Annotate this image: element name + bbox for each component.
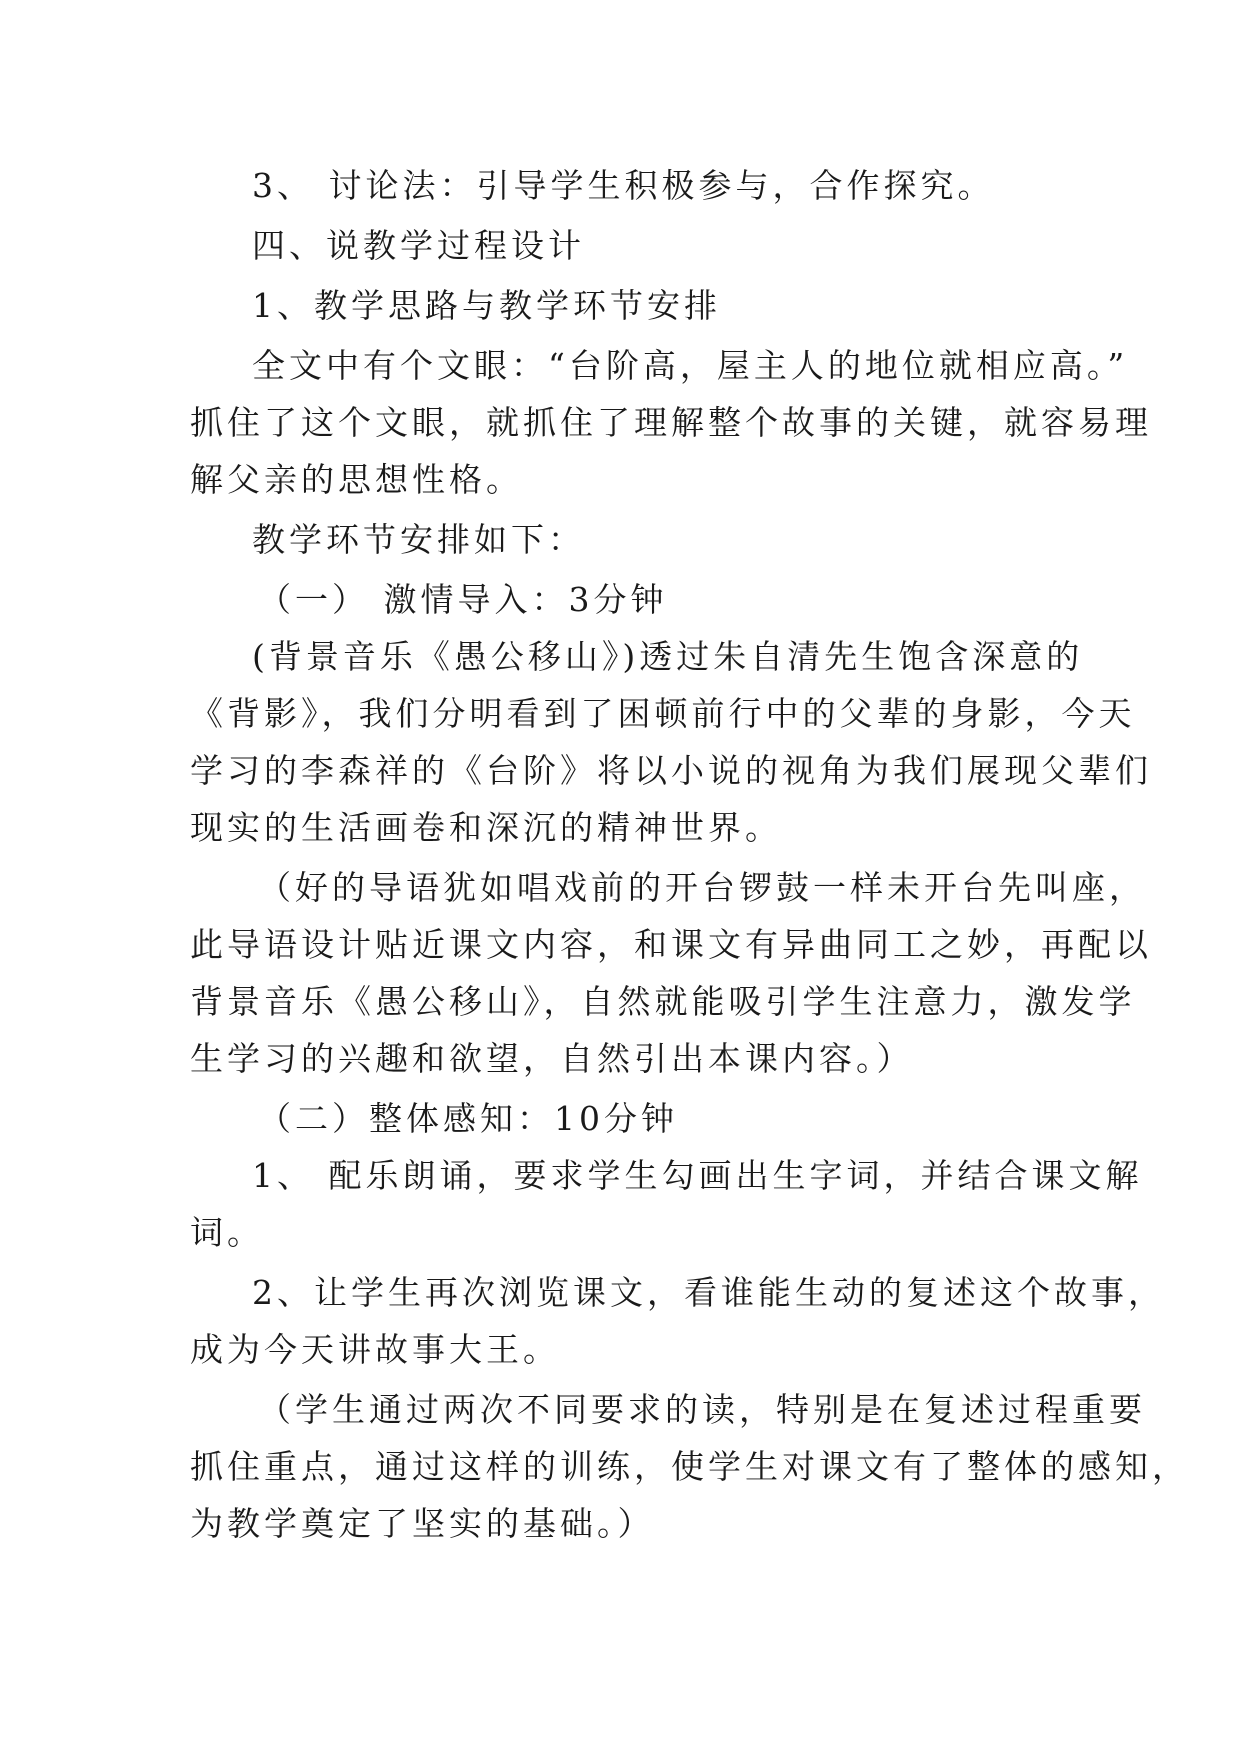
paragraph-line: 3、 讨论法：引导学生积极参与，合作探究。	[252, 166, 995, 205]
paragraph-line: 此导语设计贴近课文内容，和课文有异曲同工之妙，再配以	[190, 925, 1152, 964]
paragraph-line: 生学习的兴趣和欲望，自然引出本课内容。）	[190, 1039, 914, 1078]
paragraph-line: 全文中有个文眼：“台阶高，屋主人的地位就相应高。”	[252, 346, 1129, 385]
paragraph-line: 为教学奠定了坚实的基础。）	[190, 1504, 655, 1543]
paragraph-line: 成为今天讲故事大王。	[190, 1330, 560, 1369]
paragraph-line: 解父亲的思想性格。	[190, 460, 523, 499]
paragraph-line: 抓住了这个文眼，就抓住了理解整个故事的关键，就容易理	[190, 403, 1152, 442]
paragraph-line: 抓住重点，通过这样的训练，使学生对课文有了整体的感知，	[190, 1447, 1189, 1486]
paragraph-line: （好的导语犹如唱戏前的开台锣鼓一样未开台先叫座，	[258, 868, 1146, 907]
paragraph-line: 背景音乐《愚公移山》，自然就能吸引学生注意力，激发学	[190, 982, 1136, 1021]
section-heading: 四、说教学过程设计	[252, 226, 585, 265]
paragraph-line: 2、让学生再次浏览课文，看谁能生动的复述这个故事，	[252, 1273, 1165, 1312]
step-heading: （二）整体感知：10分钟	[258, 1099, 678, 1138]
subsection-heading: 1、教学思路与教学环节安排	[252, 286, 721, 325]
paragraph-line: 现实的生活画卷和深沉的精神世界。	[190, 808, 782, 847]
paragraph-line: (背景音乐《愚公移山》)透过朱自清先生饱含深意的	[252, 637, 1084, 676]
paragraph-line: 学习的李森祥的《台阶》将以小说的视角为我们展现父辈们	[190, 751, 1152, 790]
paragraph-line: 1、 配乐朗诵，要求学生勾画出生字词，并结合课文解	[252, 1156, 1143, 1195]
step-heading: （一） 激情导入：3分钟	[258, 580, 668, 619]
paragraph-line: 《背影》，我们分明看到了困顿前行中的父辈的身影，今天	[190, 694, 1136, 733]
paragraph-line: 词。	[190, 1213, 264, 1252]
paragraph-line: （学生通过两次不同要求的读，特别是在复述过程重要	[258, 1390, 1146, 1429]
paragraph-line: 教学环节安排如下：	[252, 520, 585, 559]
